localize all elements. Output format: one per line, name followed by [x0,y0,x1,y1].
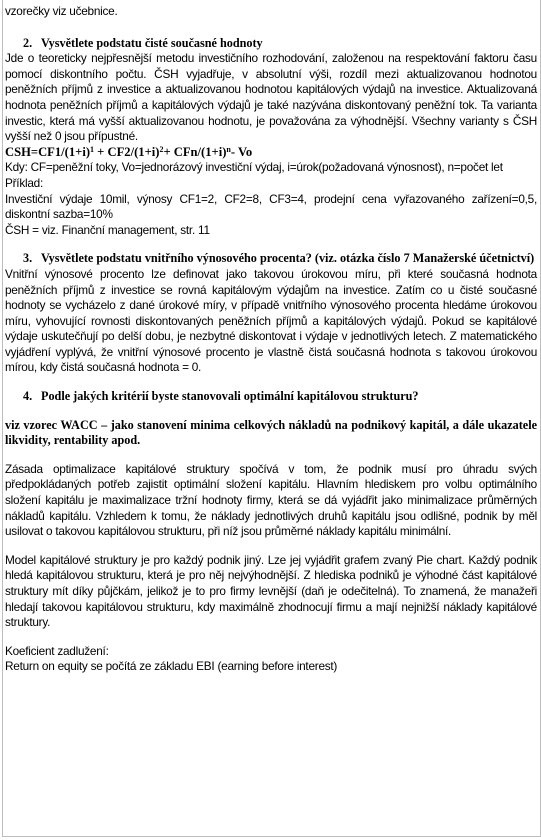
roe-line: Return on equity se počítá ze základu EBI (earning before interest) [5,659,338,674]
spacer [5,540,537,553]
formula-part: + CF2/(1+i) [94,144,160,159]
formula-part: + CFn/(1+i) [163,144,227,159]
formula-exponent: 1 [90,144,95,154]
formula-part: - Vo [230,144,253,159]
spacer [5,20,537,36]
intro-tail-text: vzorečky viz učebnice. [5,4,118,18]
example-text: Investiční výdaje 10mil, výnosy CF1=2, CF2=8, CF3=4, prodejní cena vyřazovaného zařízení=0,5, diskontní sazba=10% [5,191,537,222]
document-page [2,0,541,837]
section-3-number: 3. [23,251,33,266]
wacc-criteria-text: viz vzorec WACC – jako stanovení minima celkových nákladů na podnikový kapitál, a dále ukazatele likvidity, rentability apod. [5,417,537,448]
section-3-heading [23,251,537,267]
formula-exponent: 2 [159,144,164,154]
spacer [5,631,537,644]
section-2-paragraph: Jde o teoreticky nejpřesnější metodu investičního rozhodování, založenou na respektování faktoru času pomocí diskontního počtu. ČSH vyjadřuje, v absolutní výši, rozdíl mezi aktualizovanou hodnotou peněžních příjmů z investice a aktualizovanou hodnotou kapitálových výdajů na investice. Aktualizovaná hodnota peněžních příjmů a kapitálových výdajů je také nazývána diskontovaný peněžní tok. Ta varianta investic, která má vyšší aktualizovanou hodnotu, je považována za výhodnější. Všechny varianty s ČSH vyšší než 0 jsou přípustné. [5,51,537,144]
section-4-number: 4. [23,389,33,404]
section-2-number: 2. [23,35,33,50]
npv-reference: ČSH = viz. Finanční management, str. 11 [5,222,210,237]
spacer [5,405,537,418]
formula-part: CSH=CF1/(1+i) [5,144,91,159]
section-4-paragraph-2: Model kapitálové struktury je pro každý podnik jiný. Lze jej vyjádřit grafem zvaný Pie chart. Každý podnik hledá kapitálovou strukturu, která je pro něj nejvýhodnější. Z hlediska podniků je výhodné část kapitálové struktury mít díky půjčkám, jelikož je to pro firmy levnější (daň je odečitelná). To znamená, že manažeři hledají takovou kapitálovou strukturu, kdy maximálně zhodnocují firmu a mají nejnižší náklady kapitálové struktury. [5,552,537,630]
section-4-paragraph-1: Zásada optimalizace kapitálové struktury spočívá v tom, že podnik musí pro úhradu svých předpokládaných potřeb zajistit optimální složení kapitálu. Hlavním hlediskem pro volbu optimálního složení kapitálu je maximalizace tržní hodnoty firmy, která se dá vyjádřit jako minimalizace průměrných nákladů kapitálu. Vzhledem k tomu, že náklady jednotlivých druhů kapitálu jsou odlišné, podnik by měl usilovat o takovou kapitálovou strukturu, při níž jsou průměrné náklady kapitálu minimální. [5,461,537,539]
debt-ratio-label: Koeficient zadlužení: [5,643,109,658]
section-4-heading [23,389,537,405]
section-3-title: Vysvětlete podstatu vnitřního výnosového procenta? (viz. otázka číslo 7 Manažerské účetnictví) [41,251,535,266]
spacer [5,376,537,389]
spacer [5,449,537,462]
section-3-paragraph: Vnitřní výnosové procento lze definovat jako takovou úrokovou míru, při které současná hodnota peněžních příjmů z investice se rovná kapitálovým výdajům na investice. Zatím co u čisté současné hodnoty se vycházelo z dané úrokové míry, v případě vnitřního výnosového procenta hledáme úrokovou míru, vyhovující rovnosti diskontovaných peněžních příjmů a kapitálových výdajů. Pokud se kapitálové výdaje uskutečňují po delší dobu, je nezbytné diskontovat i výdaje v jednotlivých letech. Z matematického vyjádření vyplývá, že vnitřní výnosové procento je vlastně čistá současná hodnota s takovou úrokovou mírou, kdy čistá současná hodnota = 0. [5,266,537,375]
npv-formula [5,145,537,161]
section-4-title: Podle jakých kritérií byste stanovovali optimální kapitálovou strukturu? [41,389,419,404]
formula-legend: Kdy: CF=peněžní toky, Vo=jednorázový investiční výdaj, i=úrok(požadovaná výnosnost), n=počet let [5,160,503,175]
section-2-title: Vysvětlete podstatu čisté současné hodnoty [41,35,263,50]
formula-exponent: n [226,144,231,154]
document-content [5,4,537,675]
section-2-heading [23,36,537,52]
example-label: Příklad: [5,175,43,190]
spacer [5,238,537,251]
